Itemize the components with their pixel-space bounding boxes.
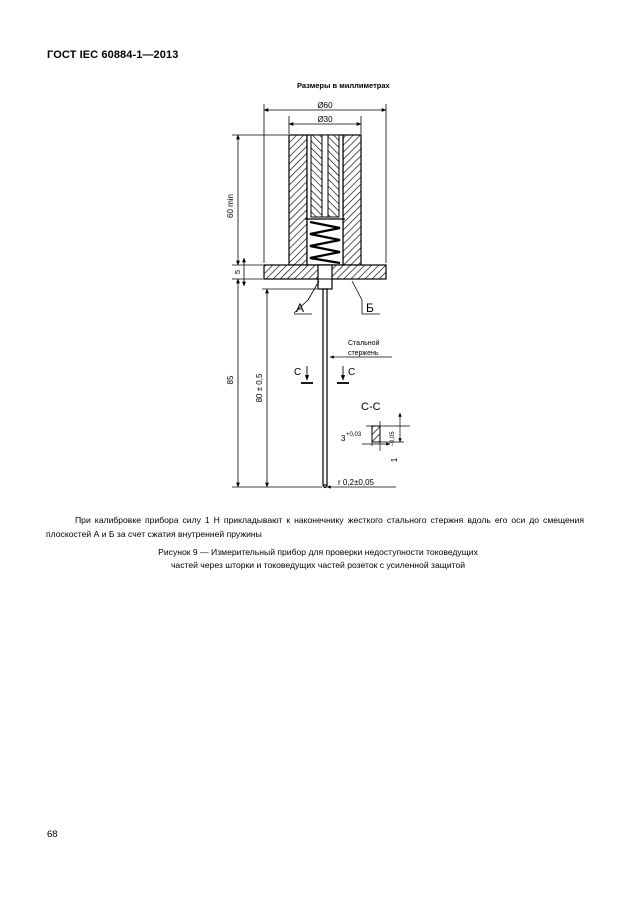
dim-flange-thickness: 5	[233, 269, 242, 275]
page-number: 68	[47, 829, 58, 840]
boss	[318, 265, 332, 289]
dim-section-height-tol: −0,05	[390, 431, 396, 447]
standard-header: ГОСТ IEC 60884-1—2013	[47, 49, 179, 61]
units-note: Размеры в миллиметрах	[297, 81, 390, 90]
caption-line-1: Рисунок 9 — Измерительный прибор для проверки недоступности токоведущих	[158, 547, 478, 557]
dim-section-width: 3	[341, 434, 346, 443]
steel-rod-label-line1: Стальной	[348, 340, 380, 347]
plunger-left	[311, 135, 322, 217]
section-mark-left: С	[294, 367, 302, 378]
dim-section-width-tol: +0,03	[346, 432, 362, 438]
dim-section-height: 1	[390, 457, 399, 463]
caption-line-2: частей через шторки и токоведущих частей розеток с усиленной защитой	[170, 560, 466, 570]
section-profile	[372, 426, 380, 442]
section-title: С-С	[361, 401, 381, 413]
dim-min-height: 60 min	[226, 193, 235, 219]
dim-pin-length: 80 ± 0,5	[255, 373, 264, 403]
dim-inner-diameter: Ø30	[317, 115, 333, 124]
steel-rod	[323, 289, 327, 485]
plunger-right	[328, 135, 339, 217]
dim-outer-diameter: Ø60	[317, 101, 333, 110]
plane-a-label: А	[296, 301, 305, 315]
dim-tip-radius: r 0,2±0,05	[338, 478, 374, 487]
body-right-wall	[343, 135, 361, 265]
section-mark-right: С	[348, 367, 356, 378]
steel-rod-label-line2: стержень	[348, 350, 379, 357]
figure-caption	[98, 546, 538, 572]
calibration-paragraph: При калибровке прибора силу 1 Н прикладывают к наконечнику жесткого стального стержня вдоль его оси до смещения плоскостей А и Б за счет сжатия внутренней пружины	[46, 515, 584, 539]
dim-total-length: 85	[226, 375, 235, 385]
body-left-wall	[289, 135, 307, 265]
plane-b-label: Б	[366, 301, 374, 315]
plunger-core	[322, 135, 328, 217]
